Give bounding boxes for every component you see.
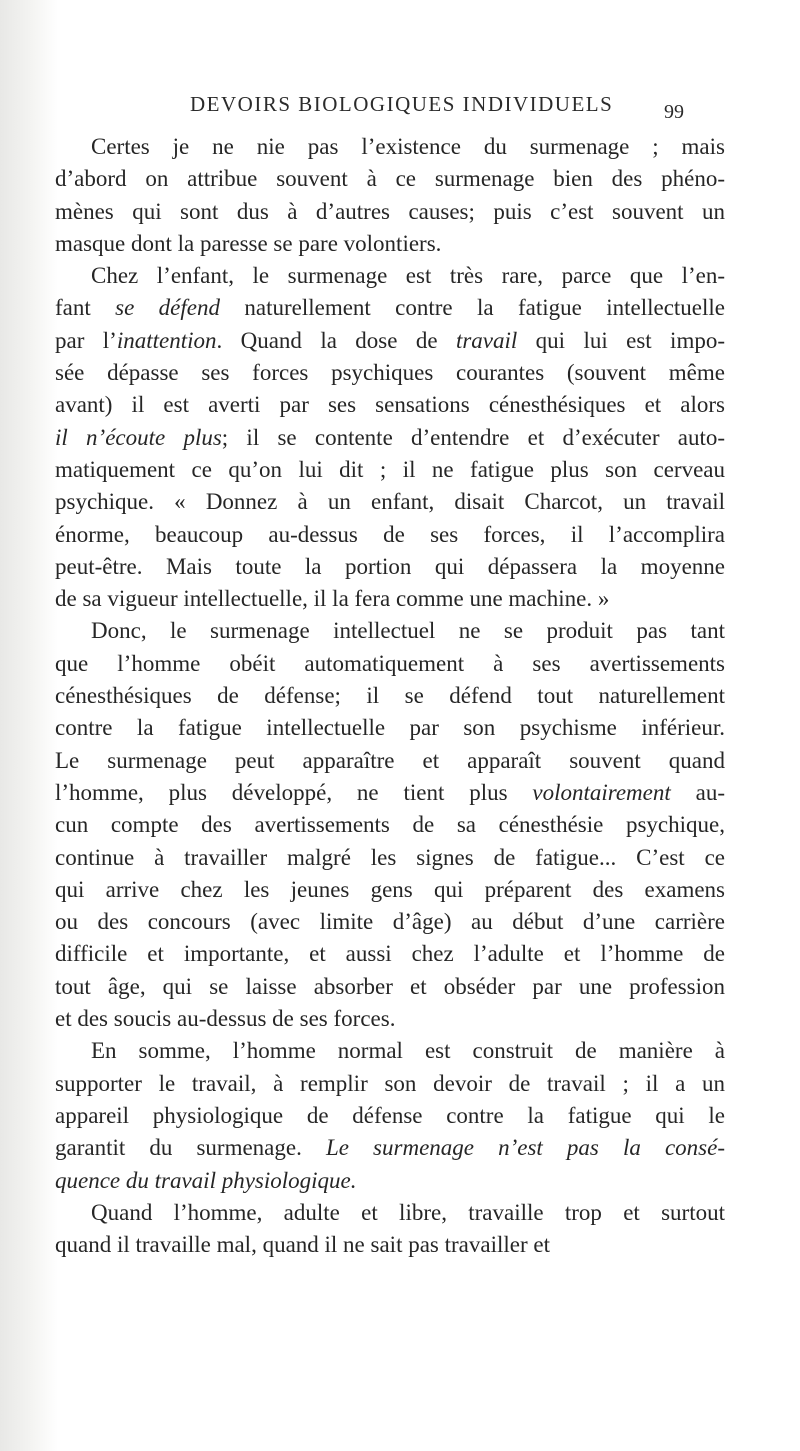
text-line — [55, 486, 725, 518]
text-line — [55, 454, 725, 486]
text-line — [55, 260, 725, 292]
text-run: et des soucis au-dessus de ses forces. — [55, 1006, 396, 1032]
text-run: énorme, beaucoup au-dessus de ses forces, il l’accomplira — [55, 521, 725, 547]
paragraph — [55, 131, 725, 260]
text-line — [55, 906, 725, 938]
running-head: DEVOIRS BIOLOGIQUES INDIVIDUELS — [190, 92, 614, 116]
text-line — [55, 648, 725, 680]
text-run: cénesthésiques de défense; il se défend tout naturellement — [55, 683, 725, 709]
text-line — [55, 1068, 725, 1100]
text-line — [55, 842, 725, 874]
italic-text: Le surmenage n’est pas la consé- — [325, 1135, 725, 1161]
text-run: fant — [55, 295, 116, 321]
text-line — [55, 1035, 725, 1067]
text-run: mènes qui sont dus à d’autres causes; puis c’est souvent un — [55, 198, 725, 224]
page-number: 99 — [664, 101, 684, 123]
text-run: de sa vigueur intellectuelle, il la fera comme une machine. » — [55, 586, 610, 612]
text-line — [55, 1197, 725, 1229]
text-line — [55, 389, 725, 421]
text-line — [55, 971, 725, 1003]
text-line — [55, 325, 725, 357]
text-line — [55, 712, 725, 744]
paragraph — [55, 260, 725, 615]
italic-text: quence du travail physiologique. — [55, 1167, 357, 1193]
text-run: d’abord on attribue souvent à ce surmenage bien des phéno- — [55, 166, 725, 192]
text-line — [55, 745, 725, 777]
text-run: continue à travailler malgré les signes de fatigue... C’est ce — [55, 844, 725, 870]
italic-text: volontairement — [532, 779, 671, 805]
text-line — [55, 163, 725, 195]
text-line — [55, 551, 725, 583]
italic-text: il n’écoute plus — [55, 424, 222, 450]
text-run: quand il travaille mal, quand il ne sait pas travailler et — [55, 1232, 550, 1258]
text-line — [55, 583, 725, 615]
text-run: qui arrive chez les jeunes gens qui préparent des examens — [55, 876, 725, 902]
text-line — [55, 777, 725, 809]
text-line — [55, 1132, 725, 1164]
text-run: supporter le travail, à remplir son devoir de travail ; il a un — [55, 1070, 725, 1096]
text-line — [55, 809, 725, 841]
text-line — [55, 938, 725, 970]
text-run: ou des concours (avec limite d’âge) au début d’une carrière — [55, 909, 725, 935]
italic-text: travail — [455, 327, 518, 353]
text-run: tout âge, qui se laisse absorber et obséder par une profession — [55, 973, 725, 999]
text-run: Quand l’homme, adulte et libre, travaille trop et surtout — [91, 1199, 725, 1225]
text-line — [55, 228, 725, 260]
text-run: psychique. « Donnez à un enfant, disait Charcot, un travail — [55, 489, 725, 515]
text-run: Donc, le surmenage intellectuel ne se produit pas tant — [91, 618, 725, 644]
text-run: masque dont la paresse se pare volontiers. — [55, 230, 442, 256]
text-run: Le surmenage peut apparaître et apparaît souvent quand — [55, 747, 725, 773]
text-line — [55, 196, 725, 228]
text-line — [55, 131, 725, 163]
page-gutter-shadow — [0, 0, 58, 1451]
text-run: cun compte des avertissements de sa cénesthésie psychique, — [55, 812, 725, 838]
text-run: difficile et importante, et aussi chez l’adulte et l’homme de — [55, 941, 725, 967]
text-run: ; il se contente d’entendre et d’exécuter auto- — [221, 424, 726, 450]
text-line — [55, 1229, 725, 1261]
text-line — [55, 1100, 725, 1132]
text-line — [55, 292, 725, 324]
text-run: sée dépasse ses forces psychiques courantes (souvent même — [55, 360, 725, 386]
body-text — [55, 131, 725, 1261]
text-run: l’homme, plus développé, ne tient plus — [55, 779, 533, 805]
paragraph — [55, 1197, 725, 1262]
text-run: naturellement contre la fatigue intellectuelle — [219, 295, 725, 321]
text-run: . Quand la dose de — [216, 327, 456, 353]
italic-text: se défend — [115, 295, 220, 321]
text-run: au- — [670, 779, 725, 805]
text-line — [55, 357, 725, 389]
text-run: Certes je ne nie pas l’existence du surmenage ; mais — [91, 134, 725, 159]
text-line — [55, 519, 725, 551]
text-run: Chez l’enfant, le surmenage est très rare, parce que l’en- — [91, 263, 725, 289]
text-run: qui lui est impo- — [517, 327, 725, 353]
text-line — [55, 422, 725, 454]
text-run: contre la fatigue intellectuelle par son psychisme inférieur. — [55, 715, 725, 741]
text-line — [55, 1003, 725, 1035]
text-run: avant) il est averti par ses sensations cénesthésiques et alors — [55, 392, 725, 418]
text-line — [55, 874, 725, 906]
text-run: garantit du surmenage. — [55, 1135, 326, 1161]
text-line — [55, 1165, 725, 1197]
text-run: peut-être. Mais toute la portion qui dépassera la moyenne — [55, 553, 725, 579]
text-run: En somme, l’homme normal est construit de manière à — [91, 1038, 725, 1064]
text-line — [55, 680, 725, 712]
text-run: que l’homme obéit automatiquement à ses avertissements — [55, 650, 725, 676]
text-run: par l’ — [55, 327, 117, 353]
paragraph — [55, 1035, 725, 1196]
text-run: appareil physiologique de défense contre la fatigue qui le — [55, 1102, 725, 1128]
italic-text: inattention — [116, 327, 217, 353]
paragraph — [55, 615, 725, 1035]
text-run: matiquement ce qu’on lui dit ; il ne fatigue plus son cerveau — [55, 456, 725, 482]
text-line — [55, 615, 725, 647]
